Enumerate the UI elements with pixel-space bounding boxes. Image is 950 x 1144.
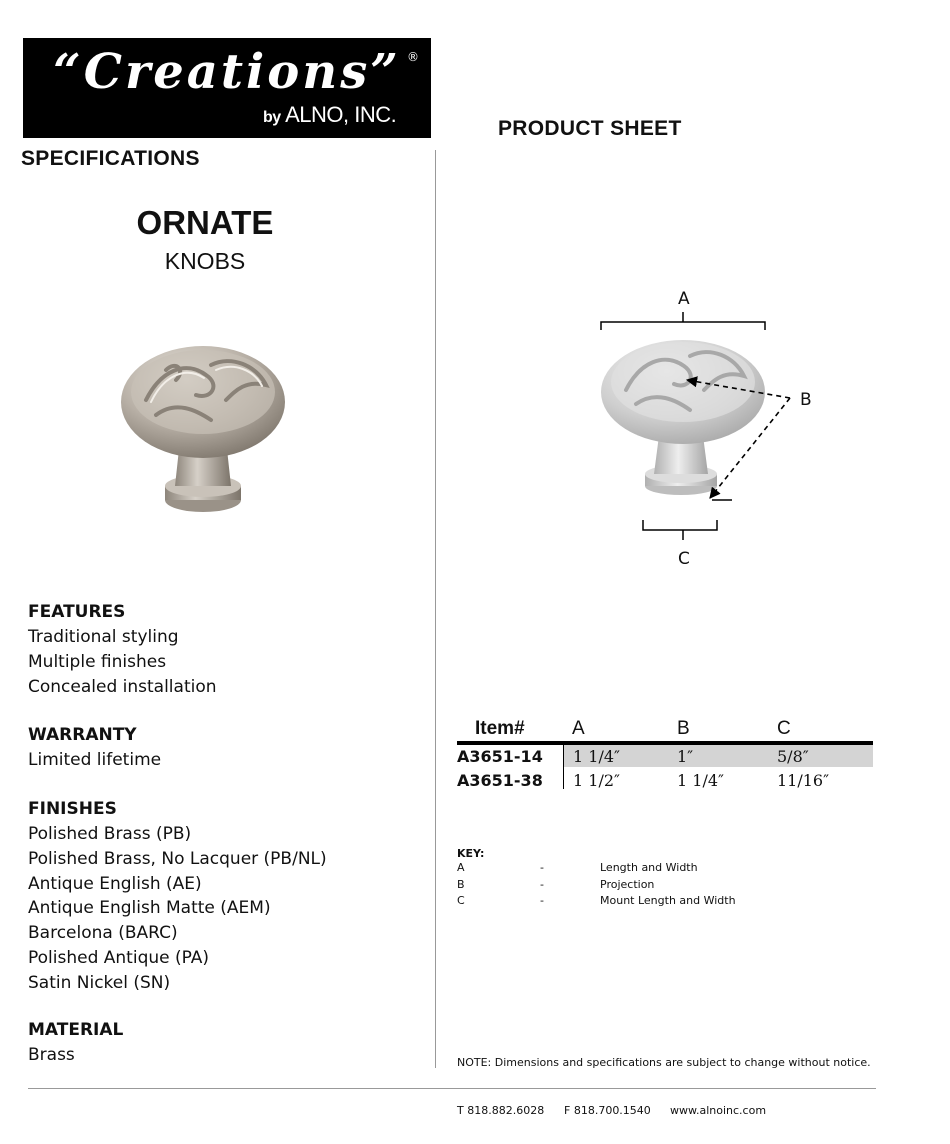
finish-item: Polished Brass (PB) bbox=[28, 824, 192, 844]
finish-item: Polished Antique (PA) bbox=[28, 947, 210, 968]
registered-mark: ® bbox=[407, 50, 419, 64]
material-heading: MATERIAL bbox=[28, 1020, 124, 1040]
table-header-c: C bbox=[777, 718, 791, 739]
disclaimer-note: NOTE: Dimensions and specifications are subject to change without notice. bbox=[457, 1056, 871, 1069]
table-cell-a: 1 1/4″ bbox=[573, 747, 620, 766]
finish-item: Antique English (AE) bbox=[28, 873, 202, 894]
key-dash: - bbox=[540, 894, 544, 907]
table-cell-c: 11/16″ bbox=[777, 771, 830, 790]
column-divider bbox=[435, 150, 436, 1068]
footer-rule bbox=[28, 1088, 876, 1089]
table-column-rule bbox=[563, 745, 564, 789]
table-cell-a: 1 1/2″ bbox=[573, 771, 620, 790]
key-row bbox=[457, 894, 736, 911]
dimension-label-c: C bbox=[678, 549, 690, 569]
finish-item: Barcelona (BARC) bbox=[28, 923, 178, 944]
specifications-heading: SPECIFICATIONS bbox=[21, 147, 200, 170]
key-letter: A bbox=[457, 861, 465, 874]
table-cell-b: 1″ bbox=[677, 747, 694, 766]
key-description: Projection bbox=[600, 877, 655, 891]
warranty-heading: WARRANTY bbox=[28, 725, 137, 745]
warranty-section bbox=[28, 723, 161, 773]
table-header-a: A bbox=[572, 718, 585, 739]
product-name: ORNATE bbox=[136, 204, 274, 241]
key-letter: B bbox=[457, 877, 465, 891]
table-cell-c: 5/8″ bbox=[777, 747, 809, 766]
features-heading: FEATURES bbox=[28, 602, 126, 622]
dimensions-table bbox=[457, 718, 873, 790]
key-dash: - bbox=[540, 877, 544, 891]
features-section bbox=[28, 600, 217, 699]
material-item: Brass bbox=[28, 1045, 75, 1065]
key-heading: KEY: bbox=[457, 847, 485, 860]
contact-fax: F 818.700.1540 bbox=[564, 1104, 651, 1117]
table-header-row bbox=[457, 718, 873, 740]
contact-phone: T 818.882.6028 bbox=[457, 1104, 545, 1117]
key-letter: C bbox=[457, 894, 465, 907]
finishes-section bbox=[28, 797, 327, 996]
dimension-key bbox=[457, 846, 736, 911]
table-header-item: Item# bbox=[475, 718, 525, 739]
feature-item: Multiple finishes bbox=[28, 651, 167, 672]
key-description: Mount Length and Width bbox=[600, 894, 736, 907]
knob-photo bbox=[116, 340, 290, 520]
table-row bbox=[457, 745, 873, 767]
logo-by: by bbox=[263, 109, 281, 126]
key-row bbox=[457, 861, 698, 878]
product-type: KNOBS bbox=[164, 248, 246, 274]
dimension-label-b: B bbox=[800, 390, 812, 410]
warranty-item: Limited lifetime bbox=[28, 750, 162, 770]
feature-item: Concealed installation bbox=[28, 676, 217, 697]
finish-item: Satin Nickel (SN) bbox=[28, 972, 171, 993]
key-dash: - bbox=[540, 861, 544, 874]
brand-logo bbox=[23, 38, 431, 138]
feature-item: Traditional styling bbox=[28, 627, 179, 647]
product-sheet-heading: PRODUCT SHEET bbox=[498, 117, 682, 140]
table-cell-item: A3651-38 bbox=[457, 771, 543, 790]
logo-company-name: ALNO, INC. bbox=[285, 102, 397, 127]
dimension-label-a: A bbox=[678, 289, 690, 309]
logo-wordmark: “Creations” bbox=[53, 44, 401, 100]
table-row bbox=[457, 769, 873, 791]
key-description: Length and Width bbox=[600, 861, 698, 874]
dimension-diagram bbox=[590, 310, 810, 550]
finishes-heading: FINISHES bbox=[28, 799, 117, 819]
finish-item: Antique English Matte (AEM) bbox=[28, 898, 271, 919]
key-row bbox=[457, 877, 655, 895]
finish-item: Polished Brass, No Lacquer (PB/NL) bbox=[28, 848, 327, 869]
table-header-b: B bbox=[677, 718, 690, 739]
contact-website[interactable]: www.alnoinc.com bbox=[670, 1104, 767, 1117]
material-section bbox=[28, 1018, 123, 1068]
table-cell-b: 1 1/4″ bbox=[677, 771, 724, 790]
table-cell-item: A3651-14 bbox=[457, 747, 543, 766]
logo-company bbox=[263, 102, 396, 128]
